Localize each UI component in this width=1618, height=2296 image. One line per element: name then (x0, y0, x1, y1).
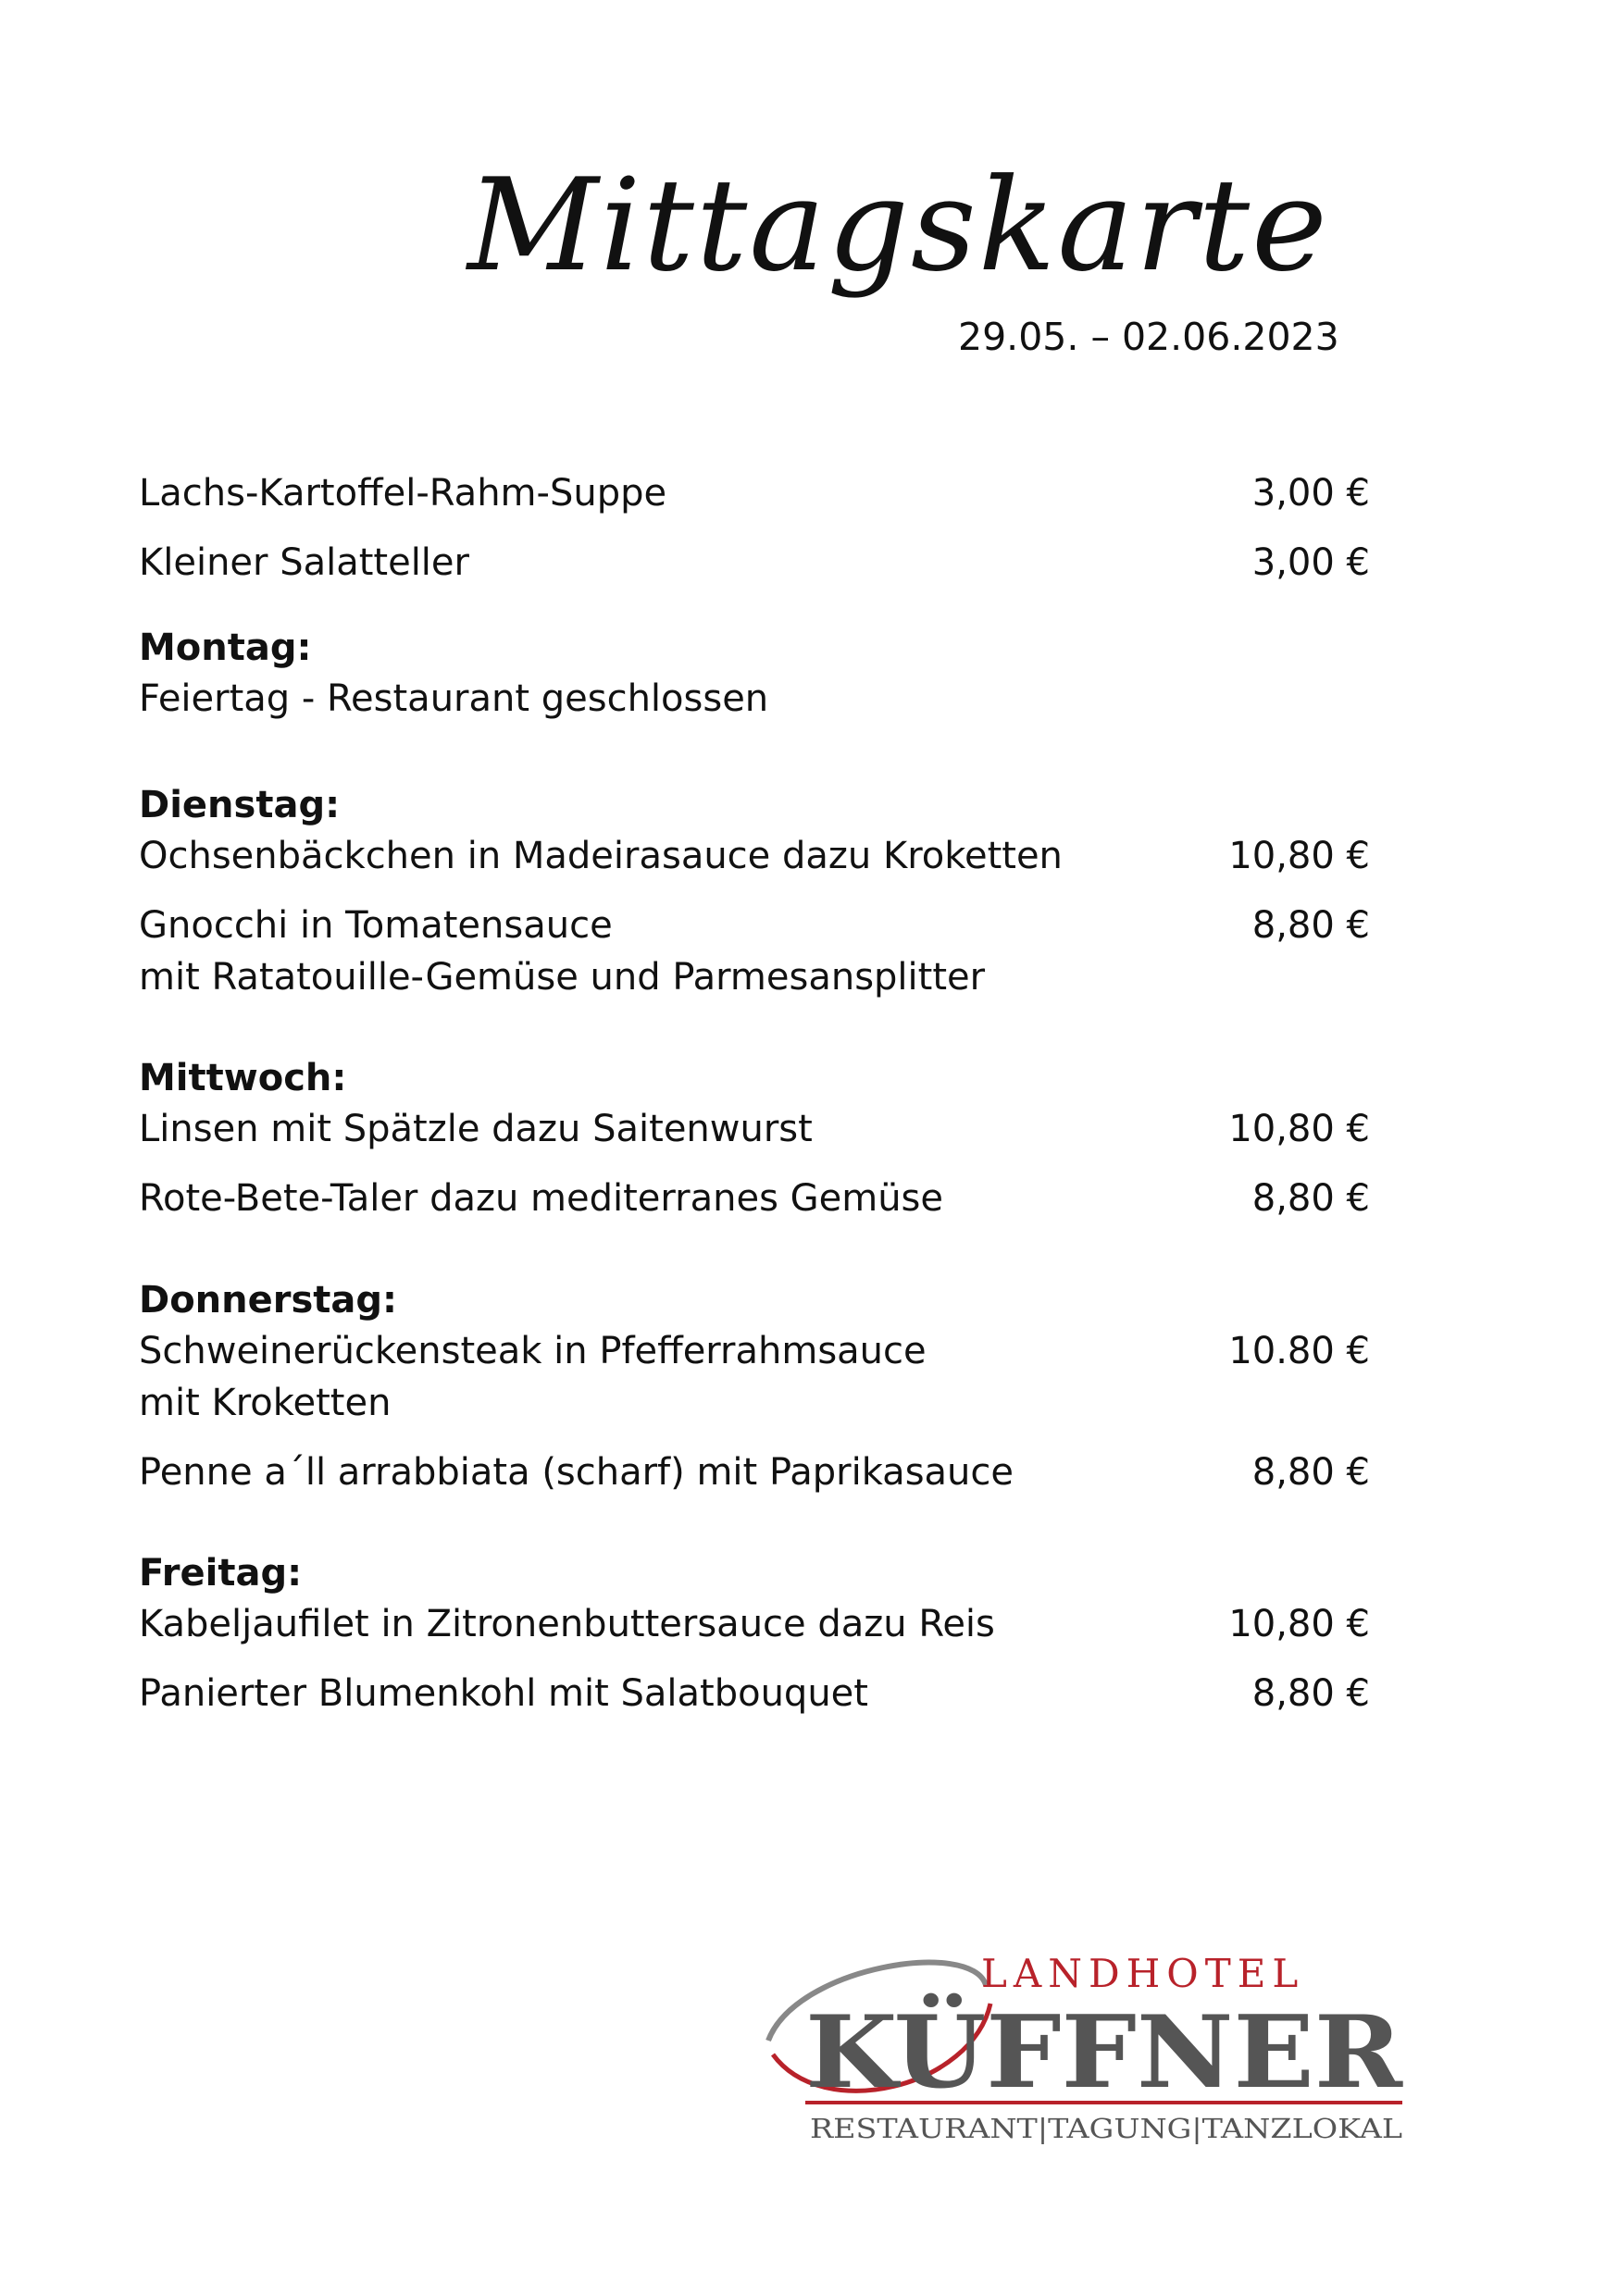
menu-item-name: Schweinerückensteak in Pfefferrahmsauce (139, 1330, 927, 1372)
menu-item-price: 10,80 € (1228, 1603, 1370, 1645)
menu-item (139, 1173, 1370, 1224)
menu-item-price: 8,80 € (1251, 904, 1370, 947)
page-title: Mittagskarte (467, 151, 1329, 300)
menu-item (139, 1598, 1370, 1650)
logo-underline (805, 2101, 1402, 2104)
menu-item (139, 537, 1370, 589)
menu-item-name: Ochsenbäckchen in Madeirasauce dazu Kroketten (139, 835, 1063, 877)
day-heading-montag: Montag: (139, 627, 312, 669)
menu-item-price: 10.80 € (1228, 1330, 1370, 1372)
menu-item-name: Panierter Blumenkohl mit Salatbouquet (139, 1672, 868, 1715)
menu-item (139, 1325, 1370, 1429)
logo-main-text: KÜFFNER (805, 1994, 1369, 2111)
menu-item-name-line2: mit Kroketten (139, 1382, 392, 1424)
menu-item (139, 1103, 1370, 1155)
menu-item-price: 10,80 € (1228, 835, 1370, 877)
closed-note: Feiertag - Restaurant geschlossen (139, 677, 769, 720)
day-heading-mittwoch: Mittwoch: (139, 1057, 347, 1099)
day-heading-dienstag: Dienstag: (139, 784, 341, 826)
menu-item (139, 900, 1370, 1003)
date-range: 29.05. – 02.06.2023 (958, 315, 1339, 359)
logo-top-text: LANDHOTEL (981, 1951, 1305, 1996)
menu-item-name: Kabeljaufilet in Zitronenbuttersauce dazu Reis (139, 1603, 995, 1645)
menu-item-name: Linsen mit Spätzle dazu Saitenwurst (139, 1108, 813, 1150)
menu-item (139, 467, 1370, 519)
day-heading-donnerstag: Donnerstag: (139, 1279, 398, 1322)
menu-item-price: 3,00 € (1251, 472, 1370, 515)
menu-item-name: Lachs-Kartoffel-Rahm-Suppe (139, 472, 667, 515)
menu-item-name-line2: mit Ratatouille-Gemüse und Parmesansplitter (139, 956, 986, 999)
menu-item-price: 8,80 € (1251, 1177, 1370, 1220)
menu-item-price: 8,80 € (1251, 1451, 1370, 1494)
logo-tagline: RESTAURANT|TAGUNG|TANZLOKAL (810, 2113, 1402, 2144)
menu-item-name: Penne a´ll arrabbiata (scharf) mit Paprikasauce (139, 1451, 1014, 1494)
menu-item-name: Gnocchi in Tomatensauce (139, 904, 613, 947)
menu-item-price: 8,80 € (1251, 1672, 1370, 1715)
menu-item (139, 1446, 1370, 1498)
hotel-logo (759, 1930, 1425, 2152)
day-heading-freitag: Freitag: (139, 1552, 303, 1595)
menu-item-price: 3,00 € (1251, 541, 1370, 584)
menu-item-price: 10,80 € (1228, 1108, 1370, 1150)
menu-item (139, 1668, 1370, 1719)
menu-item-name: Kleiner Salatteller (139, 541, 469, 584)
menu-item (139, 830, 1370, 882)
menu-item-name: Rote-Bete-Taler dazu mediterranes Gemüse (139, 1177, 944, 1220)
